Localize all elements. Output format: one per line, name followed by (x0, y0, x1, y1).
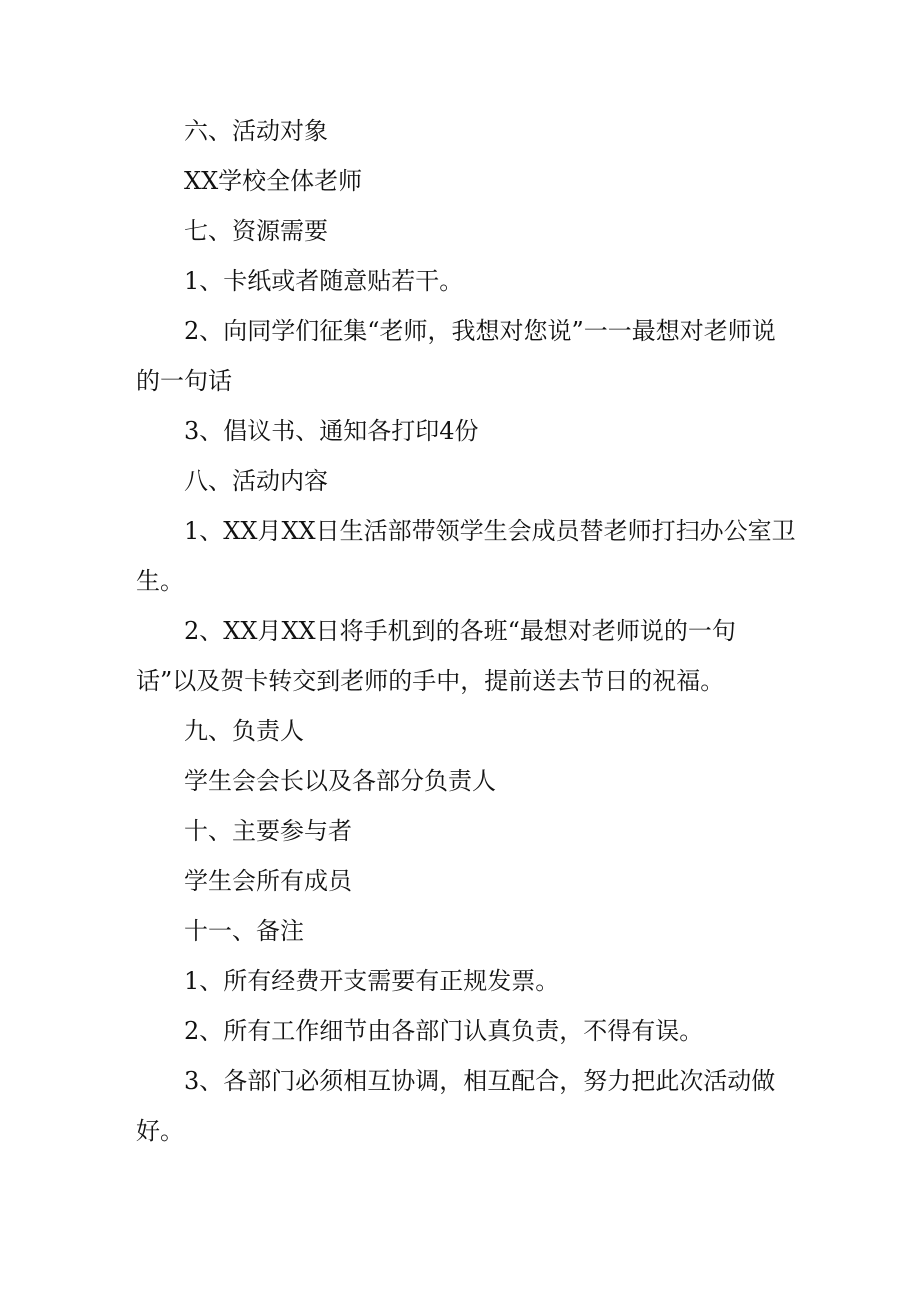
resource-item-1: 1、卡纸或者随意贴若干。 (184, 267, 464, 295)
paragraph-responsible: 学生会会长以及各部分负责人 (184, 767, 496, 795)
document-body (136, 106, 796, 1156)
section-heading-9: 九、负责人 (184, 717, 304, 745)
section-heading-6: 六、活动对象 (184, 117, 328, 145)
paragraph-target-audience: XX学校全体老师 (184, 167, 363, 195)
section-heading-10: 十、主要参与者 (184, 817, 352, 845)
section-heading-8: 八、活动内容 (184, 467, 328, 495)
section-heading-11: 十一、备注 (184, 917, 304, 945)
resource-item-2: 2、向同学们征集“老师，我想对您说”一一最想对老师说的一句话 (136, 317, 776, 395)
content-item-1: 1、XX月XX日生活部带领学生会成员替老师打扫办公室卫生。 (136, 517, 796, 595)
resource-item-3: 3、倡议书、通知各打印4份 (184, 417, 479, 445)
note-item-2: 2、所有工作细节由各部门认真负责，不得有误。 (184, 1017, 704, 1045)
note-item-1: 1、所有经费开支需要有正规发票。 (184, 967, 560, 995)
paragraph-participants: 学生会所有成员 (184, 867, 352, 895)
note-item-3: 3、各部门必须相互协调，相互配合，努力把此次活动做好。 (136, 1067, 776, 1145)
section-heading-7: 七、资源需要 (184, 217, 328, 245)
content-item-2: 2、XX月XX日将手机到的各班“最想对老师说的一句话”以及贺卡转交到老师的手中，提前送去节日的祝福。 (136, 617, 736, 695)
